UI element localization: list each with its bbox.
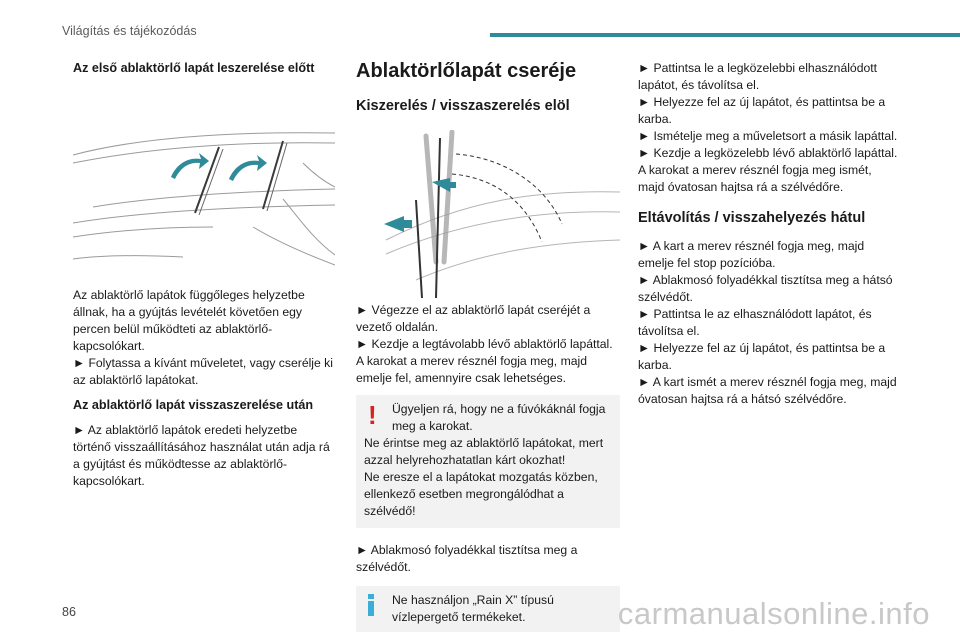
info-text: Ne használjon „Rain X” típusú vízlepergető termékeket. — [392, 593, 554, 624]
furthest-step: ► Kezdje a legtávolabb lévő ablaktörlő lapáttal. — [356, 337, 613, 351]
rear-step-1: ► A kart a merev résznél fogja meg, majd emelje fel stop pozícióba. — [638, 239, 865, 270]
section-title: Világítás és tájékozódás — [62, 24, 197, 38]
warning-box — [356, 395, 620, 528]
fold-back-step: A karokat a merev résznél fogja meg ismét, majd óvatosan hajtsa rá a szélvédőre. — [638, 163, 872, 194]
rear-step-5: ► A kart ismét a merev résznél fogja meg, majd óvatosan hajtsa rá a hátsó szélvédőre. — [638, 375, 897, 406]
continue-paragraph: ► Folytassa a kívánt műveletet, vagy cserélje ki az ablaktörlő lapátokat. — [73, 356, 333, 387]
wiper-raise-illustration — [356, 130, 620, 298]
restore-paragraph: ► Az ablaktörlő lapátok eredeti helyzetbe történő visszaállításához használat után adja rá a gyújtást és működtesse az ablaktörlő-kapcsolókart. — [73, 423, 330, 488]
rear-step-4: ► Helyezze fel az új lapátot, és pattintsa be a karba. — [638, 341, 886, 372]
nearest-step: ► Kezdje a legközelebb lévő ablaktörlő lapáttal. — [638, 146, 898, 160]
car-front-icon — [73, 127, 335, 269]
warning-line-2: Ne érintse meg az ablaktörlő lapátokat, mert azzal helyrehozhatatlan kárt okozhat! — [364, 436, 604, 467]
column-left — [73, 60, 335, 490]
warning-line-1: Ügyeljen rá, hogy ne a fúvókáknál fogja meg a karokat. — [392, 402, 606, 433]
column-right — [638, 60, 900, 408]
info-box — [356, 586, 620, 632]
unclip-step: ► Pattintsa le a legközelebbi elhasználódott lapátot, és távolítsa el. — [638, 61, 878, 92]
header-accent-bar — [490, 33, 960, 37]
warning-line-3: Ne eresze el a lapátokat mozgatás közben, ellenkező esetben megrongálódhat a szélvédő! — [364, 470, 598, 518]
vertical-position-paragraph: Az ablaktörlő lapátok függőleges helyzetbe állnak, ha a gyújtás levételét követően egy percen belül működteti az ablaktörlő-kapcsolókart. — [73, 288, 305, 353]
heading-before-removal: Az első ablaktörlő lapát leszerelése előtt — [73, 61, 315, 75]
wiper-arm-icon — [356, 130, 620, 298]
page-title: Ablaktörlőlapát cseréje — [356, 60, 577, 82]
rear-step-3: ► Pattintsa le az elhasználódott lapátot, és távolítsa el. — [638, 307, 872, 338]
lift-arms-step: A karokat a merev résznél fogja meg, majd emelje fel, amennyire csak lehetséges. — [356, 354, 587, 385]
clean-windscreen-step: ► Ablakmosó folyadékkal tisztítsa meg a szélvédőt. — [356, 543, 578, 574]
subtitle-front: Kiszerelés / visszaszerelés elöl — [356, 98, 570, 114]
car-windscreen-illustration — [73, 127, 335, 269]
info-icon — [368, 594, 374, 616]
watermark: carmanualsonline.info — [617, 596, 930, 631]
page-number: 86 — [62, 605, 76, 619]
repeat-step: ► Ismételje meg a műveletsort a másik lapáttal. — [638, 129, 898, 143]
heading-rear: Eltávolítás / visszahelyezés hátul — [638, 210, 866, 226]
driver-side-step: ► Végezze el az ablaktörlő lapát cseréjét a vezető oldalán. — [356, 303, 591, 334]
column-middle — [356, 60, 620, 632]
rear-step-2: ► Ablakmosó folyadékkal tisztítsa meg a hátsó szélvédőt. — [638, 273, 893, 304]
fit-new-step: ► Helyezze fel az új lapátot, és pattintsa be a karba. — [638, 95, 886, 126]
heading-after-refitting: Az ablaktörlő lapát visszaszerelése után — [73, 398, 314, 412]
exclamation-icon: ! — [368, 400, 377, 430]
